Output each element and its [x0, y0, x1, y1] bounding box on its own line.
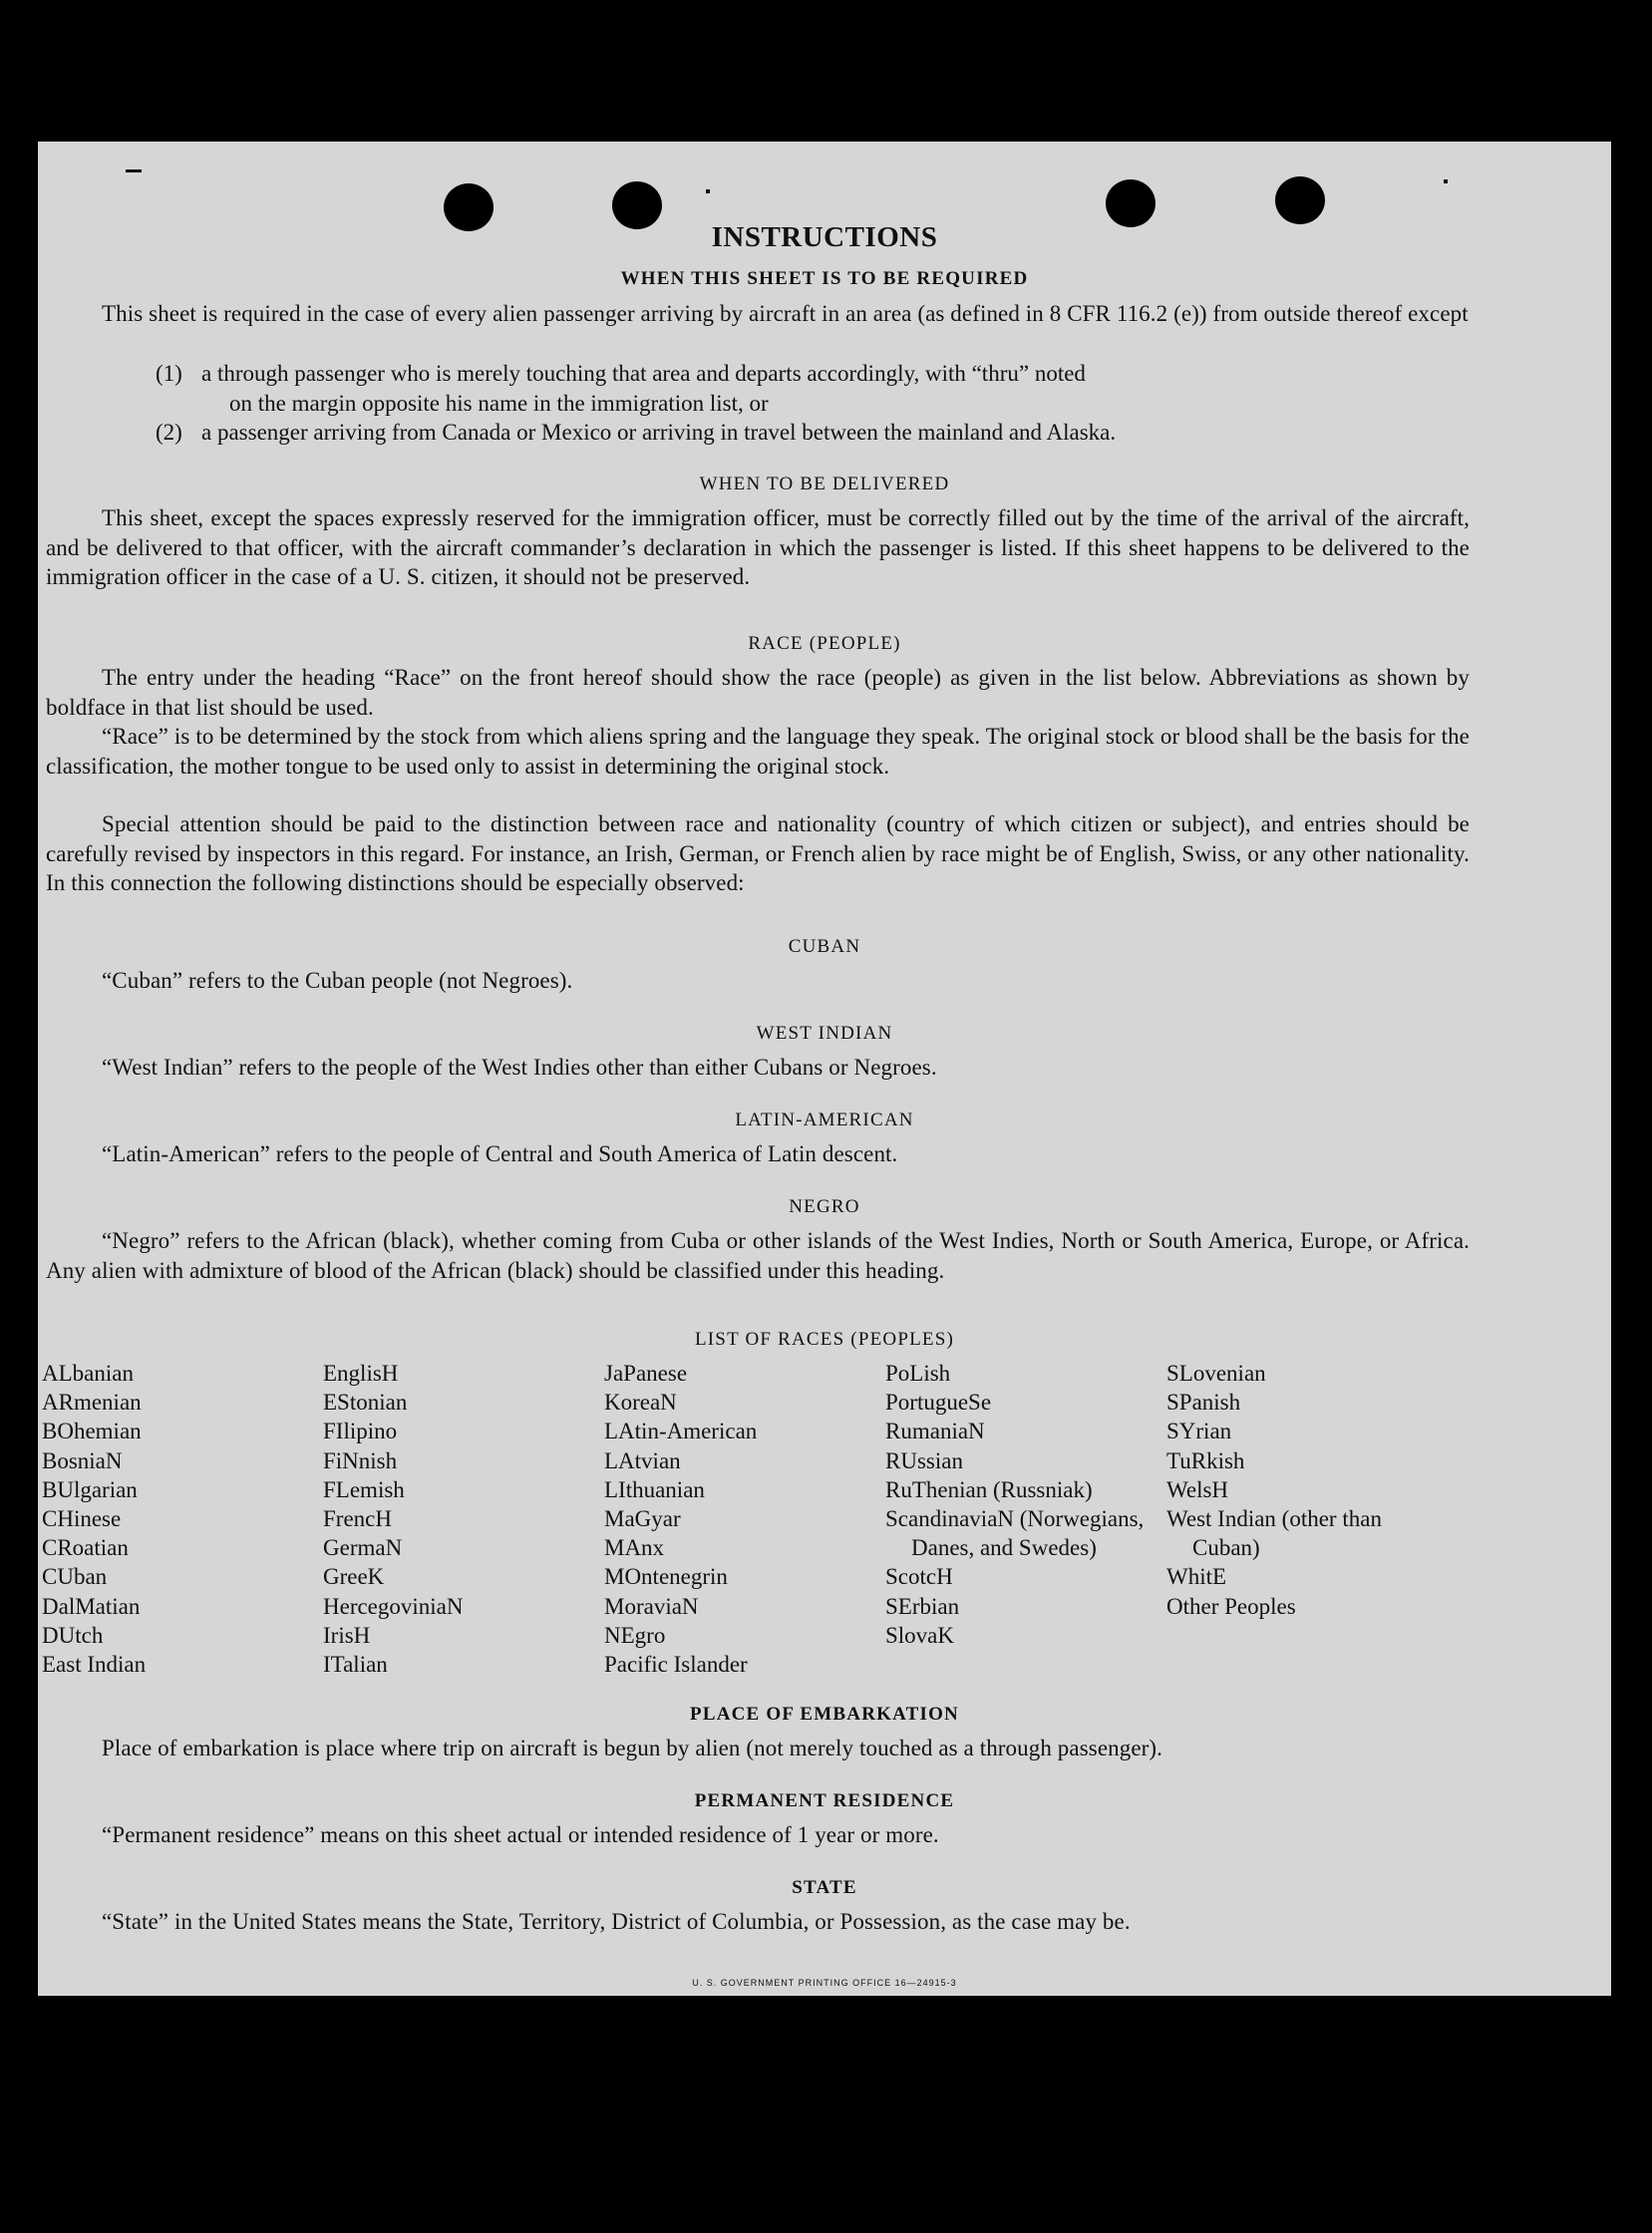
race-item: EStonian [323, 1390, 408, 1416]
race-column-2 [323, 1359, 604, 1679]
race-item: West Indian (other than Cuban) [1166, 1506, 1382, 1561]
race-item: MOntenegrin [604, 1564, 728, 1590]
race-item: FIlipino [323, 1419, 398, 1444]
race-item: Other Peoples [1166, 1593, 1296, 1619]
required-item-1 [156, 359, 1452, 418]
race-item: SlovaK [885, 1622, 954, 1648]
race-item: PoLish [885, 1361, 951, 1386]
document-sheet [38, 142, 1611, 1996]
race-item: WelsH [1166, 1476, 1229, 1502]
race-item: BUlgarian [42, 1476, 138, 1502]
heading-state: STATE [792, 1877, 857, 1898]
heading-embarkation: PLACE OF EMBARKATION [690, 1704, 959, 1725]
race-item: RuThenian (Russniak) [885, 1476, 1093, 1502]
printer-imprint: U. S. GOVERNMENT PRINTING OFFICE 16—24915-3 [692, 1978, 957, 1988]
race-column-3 [604, 1359, 885, 1679]
latin-american-text: “Latin-American” refers to the people of Central and South America of Latin descent. [102, 1141, 898, 1166]
cuban-text: “Cuban” refers to the Cuban people (not Negroes). [102, 968, 573, 993]
race-item: DUtch [42, 1622, 104, 1648]
heading-list-of-races: LIST OF RACES (PEOPLES) [694, 1329, 955, 1350]
race-item: CHinese [42, 1506, 122, 1532]
race-column-4 [885, 1359, 1166, 1679]
race-item: Pacific Islander [604, 1652, 748, 1678]
race-item: HercegoviniaN [323, 1593, 464, 1619]
race-item: GreeK [323, 1564, 385, 1590]
speck [1444, 179, 1448, 183]
race-item: RumaniaN [885, 1419, 985, 1444]
race-item: ScotcH [885, 1564, 953, 1590]
race-item: DalMatian [42, 1593, 141, 1619]
race-item: PortugueSe [885, 1390, 992, 1416]
race-item: NEgro [604, 1622, 666, 1648]
race-item: LIthuanian [604, 1476, 705, 1502]
punch-hole [1275, 176, 1325, 224]
race-item: MoraviaN [604, 1593, 699, 1619]
race-item: GermaN [323, 1535, 403, 1561]
race-item: East Indian [42, 1652, 147, 1678]
race-item: ALbanian [42, 1361, 134, 1386]
race-item: WhitE [1166, 1564, 1227, 1590]
heading-race: RACE (PEOPLE) [748, 633, 901, 654]
speck [126, 169, 142, 172]
race-item: LAtin-American [604, 1419, 758, 1444]
race-item: MAnx [604, 1535, 665, 1561]
race-item: CRoatian [42, 1535, 129, 1561]
race-column-5 [1166, 1359, 1446, 1679]
race-item: BosniaN [42, 1447, 123, 1473]
item-continuation: on the margin opposite his name in the immigration list, or [229, 390, 769, 416]
race-item: SPanish [1166, 1390, 1241, 1416]
race-item: ARmenian [42, 1390, 142, 1416]
race-item: JaPanese [604, 1361, 688, 1386]
item-number: (1) [156, 361, 182, 386]
state-text: “State” in the United States means the State, Territory, District of Columbia, or Possession, as the case may be. [102, 1909, 1131, 1934]
race-item: ScandinaviaN (Norwegians, Danes, and Swedes) [885, 1506, 1145, 1561]
race-item: FrencH [323, 1506, 392, 1532]
item-number: (2) [156, 420, 182, 445]
heading-delivered: WHEN TO BE DELIVERED [699, 474, 950, 494]
race-paragraph-1: The entry under the heading “Race” on the front hereof should show the race (people) as given in the list below. Abbreviations as shown by boldface in that list should be used. [46, 665, 1470, 720]
punch-hole [1106, 179, 1156, 227]
required-intro: This sheet is required in the case of every alien passenger arriving by aircraft in an area (as defined in 8 CFR 116.2 (e)) from outside thereof except [102, 301, 1469, 326]
race-column-1 [42, 1359, 323, 1679]
race-list [42, 1359, 1458, 1679]
delivered-text: This sheet, except the spaces expressly reserved for the immigration officer, must be correctly filled out by the time of the arrival of the aircraft, and be delivered to that officer, with the aircraft commander’s declaration in which the passenger is listed. If this sheet happens to be delivered to the immigration officer in the case of a U. S. citizen, it should not be preserved. [46, 505, 1470, 589]
heading-cuban: CUBAN [788, 936, 861, 957]
residence-text: “Permanent residence” means on this sheet actual or intended residence of 1 year or more. [102, 1822, 939, 1847]
race-item: FiNnish [323, 1447, 398, 1473]
heading-west-indian: WEST INDIAN [756, 1023, 893, 1044]
race-item: RUssian [885, 1447, 963, 1473]
race-item: KoreaN [604, 1390, 677, 1416]
race-item: SErbian [885, 1593, 960, 1619]
item-text: a through passenger who is merely touching that area and departs accordingly, with “thru” noted [201, 361, 1086, 386]
race-item: ITalian [323, 1652, 388, 1678]
race-paragraph-2: “Race” is to be determined by the stock from which aliens spring and the language they speak. The original stock or blood shall be the basis for the classification, the mother tongue to be used only to assist in determining the original stock. [46, 724, 1470, 779]
race-item: SLovenian [1166, 1361, 1266, 1386]
race-item: BOhemian [42, 1419, 142, 1444]
heading-residence: PERMANENT RESIDENCE [694, 1790, 955, 1811]
page-title: INSTRUCTIONS [711, 221, 938, 253]
race-item: SYrian [1166, 1419, 1232, 1444]
speck [706, 189, 710, 193]
required-item-2 [156, 418, 1452, 448]
race-item: IrisH [323, 1622, 371, 1648]
race-item: TuRkish [1166, 1447, 1245, 1473]
negro-text: “Negro” refers to the African (black), whether coming from Cuba or other islands of the West Indies, North or South America, Europe, or Africa. Any alien with admixture of blood of the African (black) should be classified under this heading. [46, 1228, 1470, 1283]
heading-required: WHEN THIS SHEET IS TO BE REQUIRED [620, 268, 1029, 289]
race-item: LAtvian [604, 1447, 681, 1473]
race-paragraph-3: Special attention should be paid to the distinction between race and nationality (country of which citizen or subject), and entries should be carefully revised by inspectors in this regard. For instance, an Irish, German, or French alien by race might be of English, Swiss, or any other nationality. In this connection the following distinctions should be especially observed: [46, 811, 1470, 895]
heading-latin-american: LATIN-AMERICAN [735, 1110, 914, 1130]
west-indian-text: “West Indian” refers to the people of the West Indies other than either Cubans or Negroes. [102, 1055, 937, 1080]
race-item: CUban [42, 1564, 108, 1590]
race-item: FLemish [323, 1476, 405, 1502]
embarkation-text: Place of embarkation is place where trip on aircraft is begun by alien (not merely touched as a through passenger). [102, 1736, 1163, 1760]
race-item: EnglisH [323, 1361, 399, 1386]
heading-negro: NEGRO [789, 1196, 860, 1217]
item-text: a passenger arriving from Canada or Mexico or arriving in travel between the mainland and Alaska. [201, 420, 1117, 445]
race-item: MaGyar [604, 1506, 681, 1532]
